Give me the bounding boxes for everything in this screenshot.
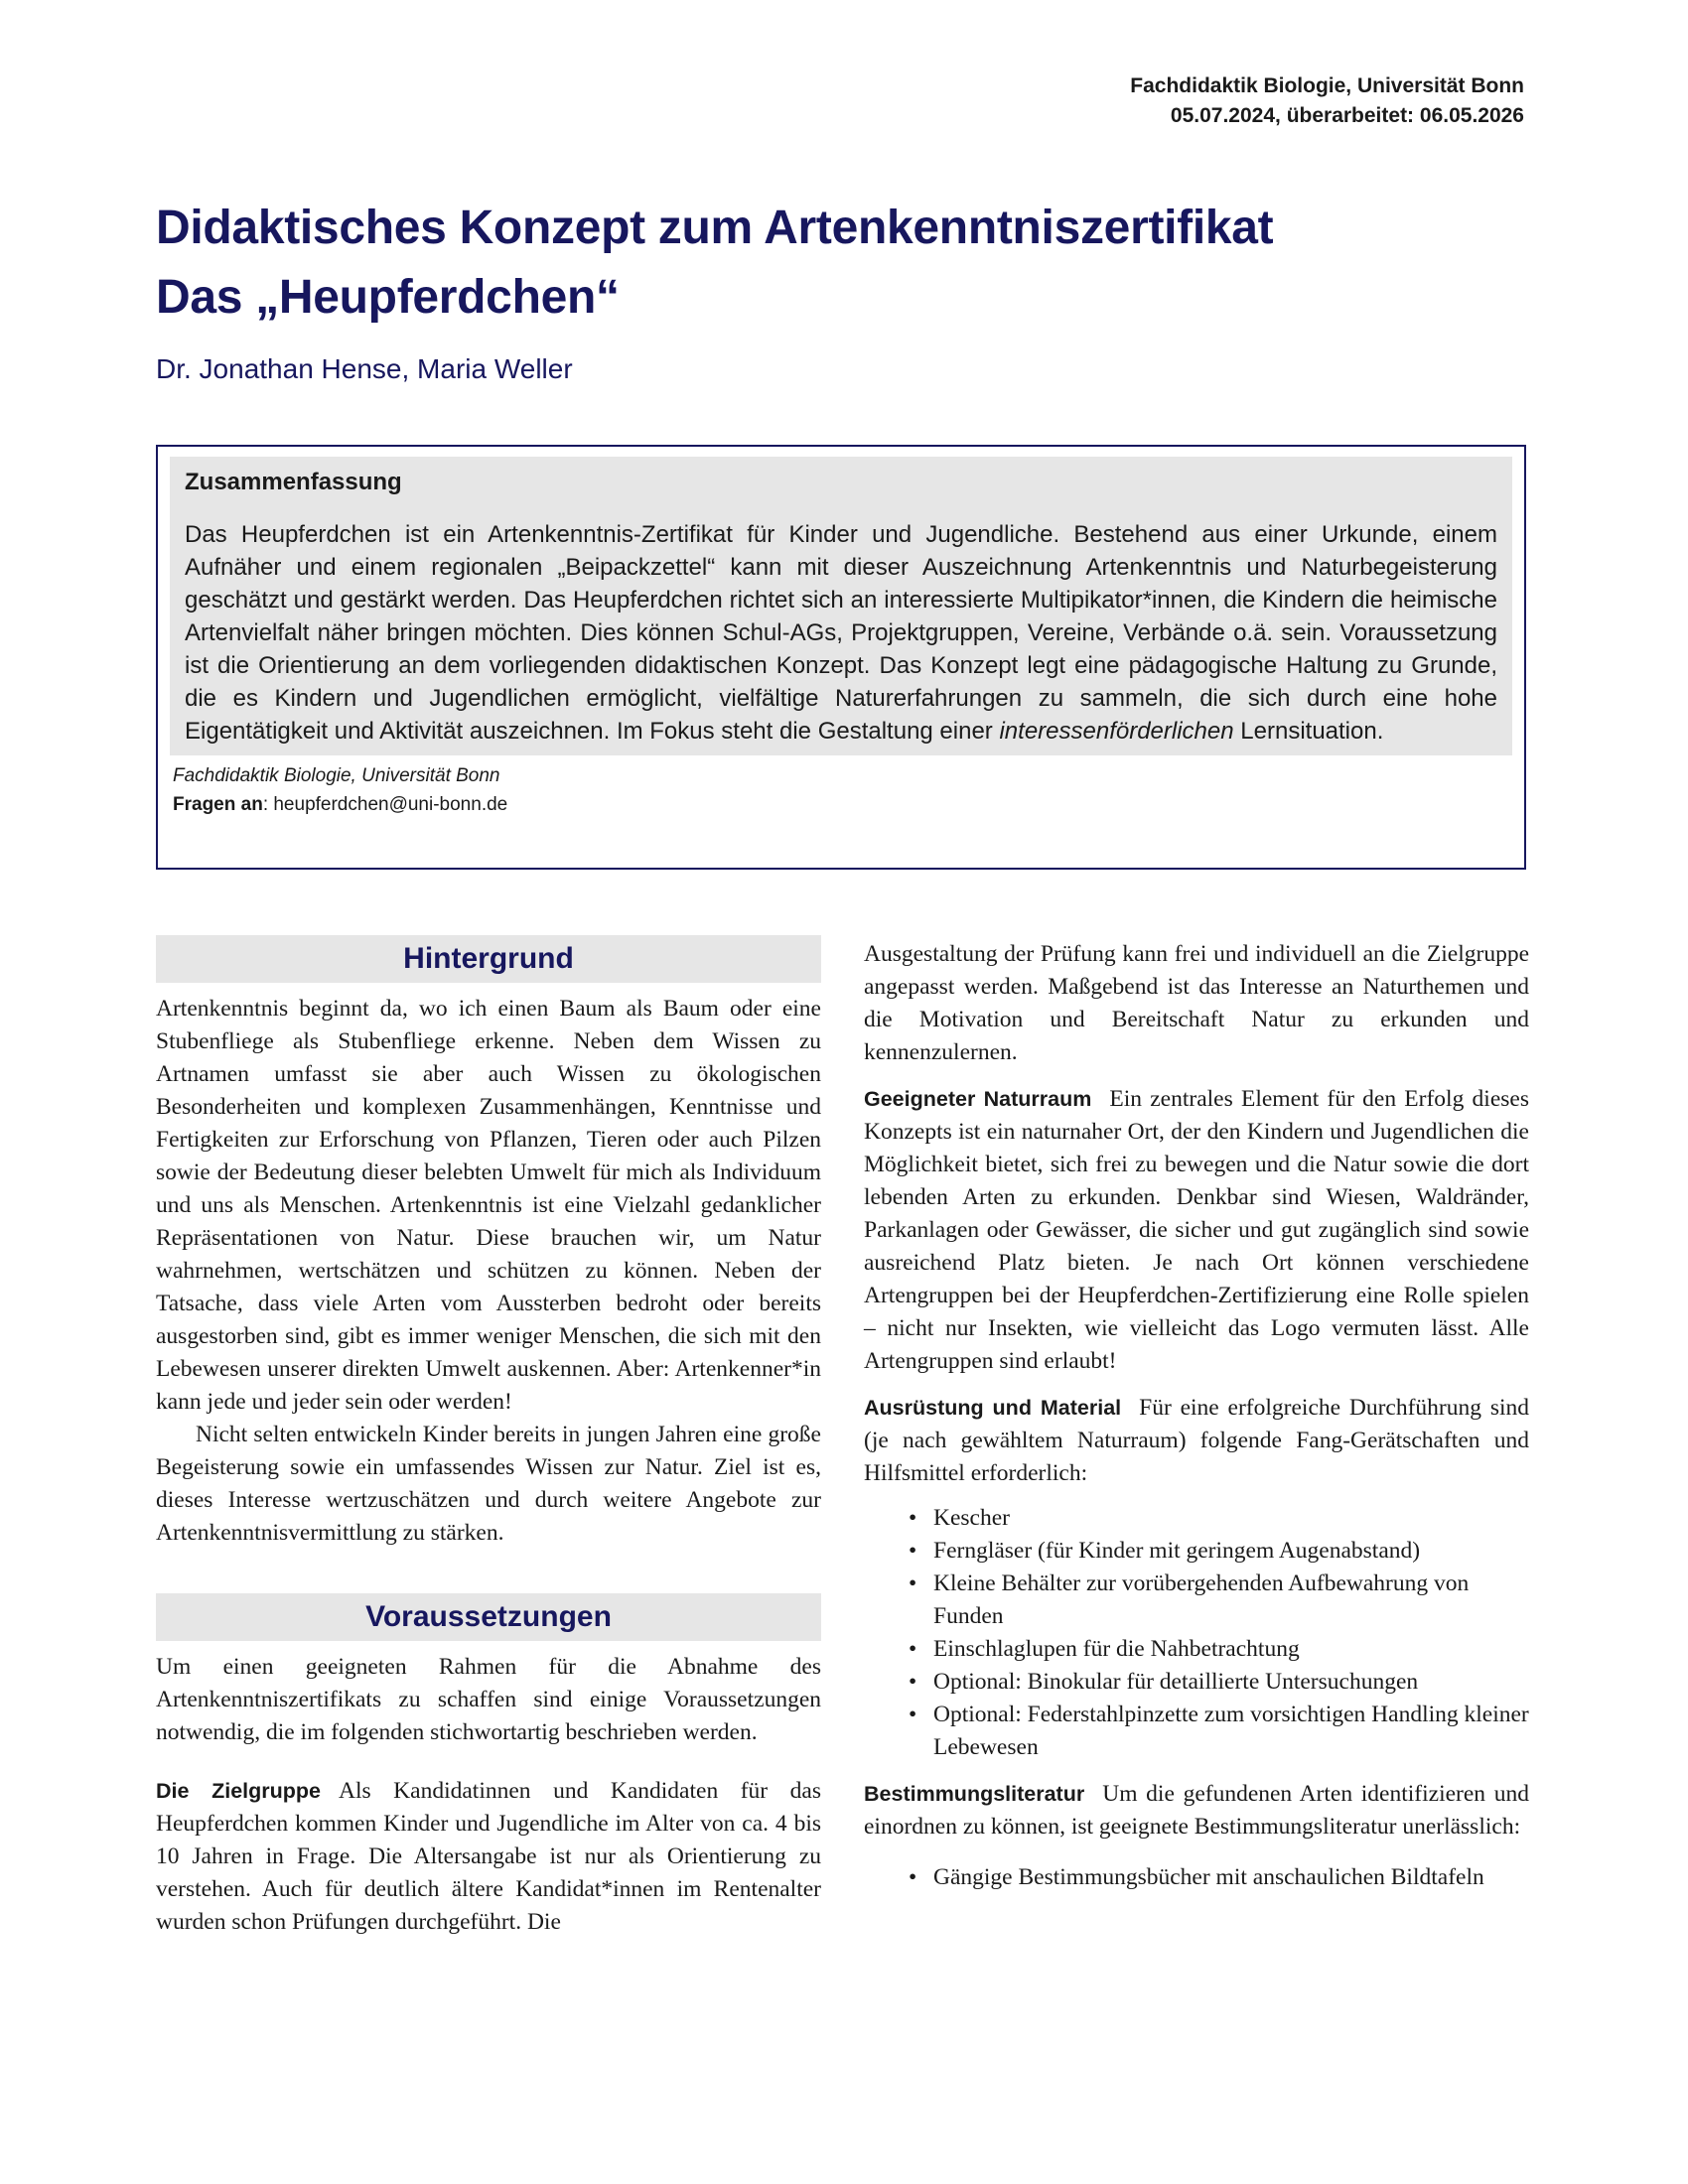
abstract-contact [173, 790, 1512, 819]
section-heading-hintergrund: Hintergrund [156, 935, 821, 983]
document-header [1130, 71, 1524, 131]
contact-email: : heupferdchen@uni-bonn.de [262, 794, 508, 815]
equipment-list [864, 1502, 1529, 1764]
list-item: • Einschlaglupen für die Nahbetrachtung [864, 1633, 1529, 1666]
abstract-text-a: Das Heupferdchen ist ein Artenkenntnis-Zertifikat für Kinder und Jugendliche. Bestehend aus einer Urkunde, einem Aufnäher und einem regionalen „Beipackzettel“ kann mit dieser Auszeichnung Artenkenntnis und Naturbegeisterung geschätzt und gestärkt werden. Das Heupferdchen richtet sich an interessierte Multipikator*innen, die Kindern die heimische Artenvielfalt näher bringen möchten. Dies können Schul-AGs, Projektgruppen, Vereine, Verbände o.ä. sein. Voraussetzung ist die Orientierung an dem vorliegenden didaktischen Konzept. Das Konzept legt eine pädagogische Haltung zu Grunde, die es Kindern und Jugendlichen ermöglicht, vielfältige Naturerfahrungen zu sammeln, die sich durch eine hohe Eigentätigkeit und Aktivität auszeichnen. Im Fokus steht die Gestaltung einer [185, 521, 1497, 745]
list-item: • Gängige Bestimmungsbücher mit anschaulichen Bildtafeln [864, 1861, 1529, 1894]
list-item: • Ferngläser (für Kinder mit geringem Augenabstand) [864, 1535, 1529, 1568]
run-heading-zielgruppe: Die Zielgruppe [156, 1779, 321, 1803]
literature-list [864, 1861, 1529, 1894]
paragraph-continuation: Ausgestaltung der Prüfung kann frei und individuell an die Zielgruppe angepasst werden. Maßgebend ist das Interesse an Naturthemen und die Motivation und Bereitschaft Natur zu erkunden und kennenzulernen. [864, 941, 1529, 1065]
authors: Dr. Jonathan Hense, Maria Weller [156, 353, 573, 384]
abstract-footer [170, 761, 1512, 819]
paragraph-literatur [864, 1778, 1529, 1843]
literatur-text: Um die gefundenen Arten identifizieren und einordnen zu können, ist geeignete Bestimmungsliteratur unerlässlich: [864, 1781, 1529, 1840]
list-item: • Kleine Behälter zur vorübergehenden Aufbewahrung von Funden [864, 1568, 1529, 1633]
paragraph-naturraum [864, 1083, 1529, 1378]
contact-label: Fragen an [173, 794, 263, 815]
run-heading-naturraum: Geeigneter Naturraum [864, 1087, 1092, 1111]
list-item: • Kescher [864, 1502, 1529, 1535]
abstract-text-b: Lernsituation. [1233, 718, 1384, 745]
section-heading-voraussetzungen: Voraussetzungen [156, 1593, 821, 1641]
abstract-box [156, 445, 1526, 870]
title-line-1: Didaktisches Konzept zum Artenkenntniszertifikat [156, 202, 1274, 254]
title-line-2: Das „Heupferdchen“ [156, 271, 620, 324]
abstract-panel [170, 457, 1512, 755]
list-item: • Optional: Binokular für detaillierte Untersuchungen [864, 1666, 1529, 1699]
abstract-text-emphasis: interessenförderlichen [999, 718, 1234, 745]
paragraph-ausruestung [864, 1392, 1529, 1490]
abstract-text [185, 518, 1497, 748]
paragraph-hintergrund-1: Artenkenntnis beginnt da, wo ich einen Baum als Baum oder eine Stubenfliege als Stubenfliege erkenne. Neben dem Wissen zu Artnamen umfasst sie aber auch Wissen zu ökologischen Besonderheiten und komplexen Zusammenhängen, Kenntnisse und Fertigkeiten zur Erforschung von Pflanzen, Tieren oder auch Pilzen sowie der Bedeutung dieser belebten Umwelt für mich als Individuum und uns als Menschen. Artenkenntnis ist eine Vielzahl gedanklicher Repräsentationen von Natur. Diese brauchen wir, um Natur wahrnehmen, wertschätzen und schützen zu können. Neben der Tatsache, dass viele Arten vom Aussterben bedroht oder bereits ausgestorben sind, gibt es immer weniger Menschen, die sich mit den Lebewesen unserer direkten Umwelt auskennen. Aber: Artenkenner*in kann jede und jeder sein oder werden! [156, 996, 821, 1415]
document-title [156, 194, 1546, 333]
paragraph-zielgruppe [156, 1775, 821, 1939]
header-dates: 05.07.2024, überarbeitet: 06.05.2026 [1170, 104, 1524, 127]
zielgruppe-text: Als Kandidatinnen und Kandidaten für das Heupferdchen kommen Kinder und Jugendliche im Alter von ca. 4 bis 10 Jahren in Frage. Die Altersangabe ist nur als Orientierung zu verstehen. Auch für deutlich ältere Kandidat*innen im Rentenalter wurden schon Prüfungen durchgeführt. Die [156, 1778, 822, 1935]
paragraph-hintergrund-2: Nicht selten entwickeln Kinder bereits in jungen Jahren eine große Begeisterung sowie ein umfassendes Wissen zur Natur. Ziel ist es, dieses Interesse wertzuschätzen und durch weitere Angebote zur Artenkenntnisvermittlung zu stärken. [156, 1422, 821, 1546]
right-column [864, 938, 1529, 1908]
run-heading-ausruestung: Ausrüstung und Material [864, 1396, 1122, 1420]
paragraph-voraussetzungen: Um einen geeigneten Rahmen für die Abnahme des Artenkenntniszertifikats zu schaffen sind einige Voraussetzungen notwendig, die im folgenden stichwortartig beschrieben werden. [156, 1654, 821, 1745]
abstract-org: Fachdidaktik Biologie, Universität Bonn [173, 765, 500, 786]
ausruestung-text: Für eine erfolgreiche Durchführung sind (je nach gewähltem Naturraum) folgende Fang-Gerätschaften und Hilfsmittel erforderlich: [864, 1395, 1529, 1486]
left-column [156, 935, 821, 1939]
list-item: • Optional: Federstahlpinzette zum vorsichtigen Handling kleiner Lebewesen [864, 1699, 1529, 1764]
abstract-heading: Zusammenfassung [185, 469, 402, 495]
run-heading-literatur: Bestimmungsliteratur [864, 1782, 1085, 1806]
header-institution: Fachdidaktik Biologie, Universität Bonn [1130, 74, 1524, 97]
naturraum-text: Ein zentrales Element für den Erfolg dieses Konzepts ist ein naturnaher Ort, der den Kindern und Jugendlichen die Möglichkeit bietet, sich frei zu bewegen und die Natur sowie die dort lebenden Arten zu erkunden. Denkbar sind Wiesen, Waldränder, Parkanlagen oder Gewässer, die sicher und gut zugänglich sind sowie ausreichend Platz bieten. Je nach Ort können verschiedene Artengruppen bei der Heupferdchen-Zertifizierung eine Rolle spielen – nicht nur Insekten, wie vielleicht das Logo vermuten lässt. Alle Artengruppen sind erlaubt! [864, 1086, 1529, 1374]
